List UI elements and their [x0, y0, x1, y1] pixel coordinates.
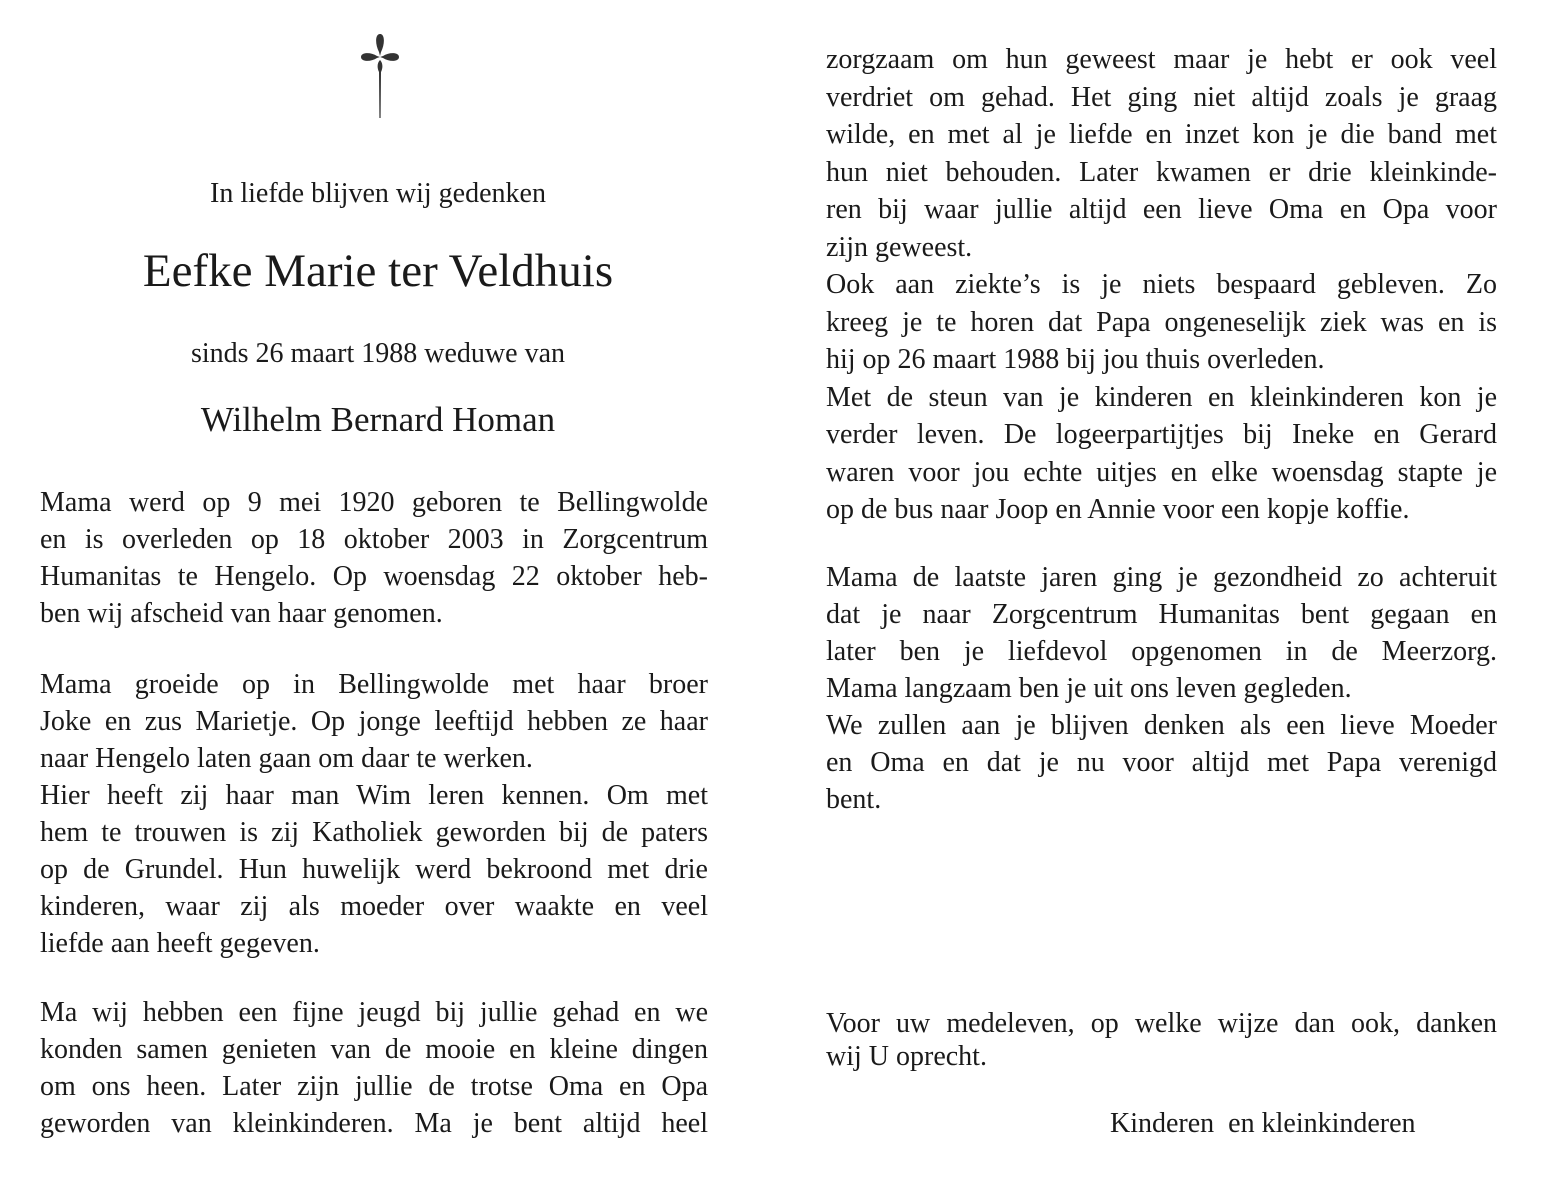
text-line: We zullen aan je blijven denken als een lieve Moeder — [826, 710, 1497, 741]
text-line: hij op 26 maart 1988 bij jou thuis overleden. — [826, 344, 1325, 375]
text-line: later ben je liefdevol opgenomen in de Meerzorg. — [826, 636, 1497, 667]
text-line: wij U oprecht. — [826, 1041, 987, 1072]
text-line: Ook aan ziekte’s is je niets bespaard gebleven. Zo — [826, 269, 1497, 300]
left-paragraph — [40, 994, 708, 1142]
text-line: Hier heeft zij haar man Wim leren kennen. Om met — [40, 780, 708, 811]
text-line: verdriet om gehad. Het ging niet altijd zoals je graag — [826, 81, 1497, 113]
text-line: ben wij afscheid van haar genomen. — [40, 598, 443, 629]
deceased-name: Eefke Marie ter Veldhuis — [142, 245, 614, 297]
text-line: zijn geweest. — [826, 231, 973, 263]
text-line: Ma wij hebben een fijne jeugd bij jullie gehad en we — [40, 997, 708, 1028]
text-line: dat je naar Zorgcentrum Humanitas bent gegaan en — [826, 599, 1497, 630]
text-line: naar Hengelo laten gaan om daar te werken. — [40, 743, 533, 774]
text-line: en Oma en dat je nu voor altijd met Papa verenigd — [826, 747, 1497, 778]
text-line: ren bij waar jullie altijd een lieve Oma en Opa voor — [826, 194, 1497, 225]
text-line: Mama werd op 9 mei 1920 geboren te Bellingwolde — [40, 487, 708, 518]
widow-since-line: sinds 26 maart 1988 weduwe van — [190, 338, 566, 369]
text-line: Mama langzaam ben je uit ons leven gegleden. — [826, 673, 1352, 704]
text-line: Voor uw medeleven, op welke wijze dan ook, danken — [826, 1008, 1497, 1039]
text-line: Met de steun van je kinderen en kleinkinderen kon je — [826, 381, 1497, 413]
text-line: kreeg je te horen dat Papa ongeneselijk ziek was en is — [826, 306, 1497, 338]
text-line: en is overleden op 18 oktober 2003 in Zorgcentrum — [40, 524, 708, 555]
text-line: op de bus naar Joop en Annie voor een kopje koffie. — [826, 494, 1410, 525]
text-line: waren voor jou echte uitjes en elke woensdag stapte je — [826, 456, 1497, 488]
intro-line: In liefde blijven wij gedenken — [210, 178, 546, 209]
text-line: op de Grundel. Hun huwelijk werd bekroond met drie — [40, 854, 708, 885]
text-line: kinderen, waar zij als moeder over waakte en veel — [40, 891, 708, 922]
text-line: Joke en zus Marietje. Op jonge leeftijd hebben ze haar — [40, 706, 708, 737]
left-paragraph — [40, 484, 708, 632]
text-line: Humanitas te Hengelo. Op woensdag 22 oktober heb- — [40, 561, 708, 592]
right-paragraph — [826, 41, 1497, 529]
text-line: om ons heen. Later zijn jullie de trotse Oma en Opa — [40, 1071, 708, 1102]
spouse-name: Wilhelm Bernard Homan — [200, 400, 556, 439]
text-line: hun niet behouden. Later kwamen er drie kleinkinde- — [826, 156, 1497, 188]
text-line: verder leven. De logeerpartijtjes bij Ineke en Gerard — [826, 419, 1497, 450]
right-paragraph — [826, 559, 1497, 818]
text-line: Mama groeide op in Bellingwolde met haar broer — [40, 669, 708, 700]
right-paragraph — [826, 1007, 1497, 1073]
cross-icon — [355, 30, 405, 122]
text-line: konden samen genieten van de mooie en kleine dingen — [40, 1034, 708, 1065]
text-line: zorgzaam om hun geweest maar je hebt er ook veel — [826, 44, 1497, 75]
text-line: Mama de laatste jaren ging je gezondheid zo achteruit — [826, 562, 1497, 593]
signature: Kinderen en kleinkinderen — [1110, 1108, 1416, 1139]
left-paragraph — [40, 666, 708, 962]
text-line: liefde aan heeft gegeven. — [40, 928, 320, 959]
text-line: hem te trouwen is zij Katholiek geworden bij de paters — [40, 817, 708, 848]
text-line: geworden van kleinkinderen. Ma je bent altijd heel — [40, 1108, 708, 1139]
text-line: wilde, en met al je liefde en inzet kon je die band met — [826, 119, 1497, 150]
text-line: bent. — [826, 784, 882, 815]
